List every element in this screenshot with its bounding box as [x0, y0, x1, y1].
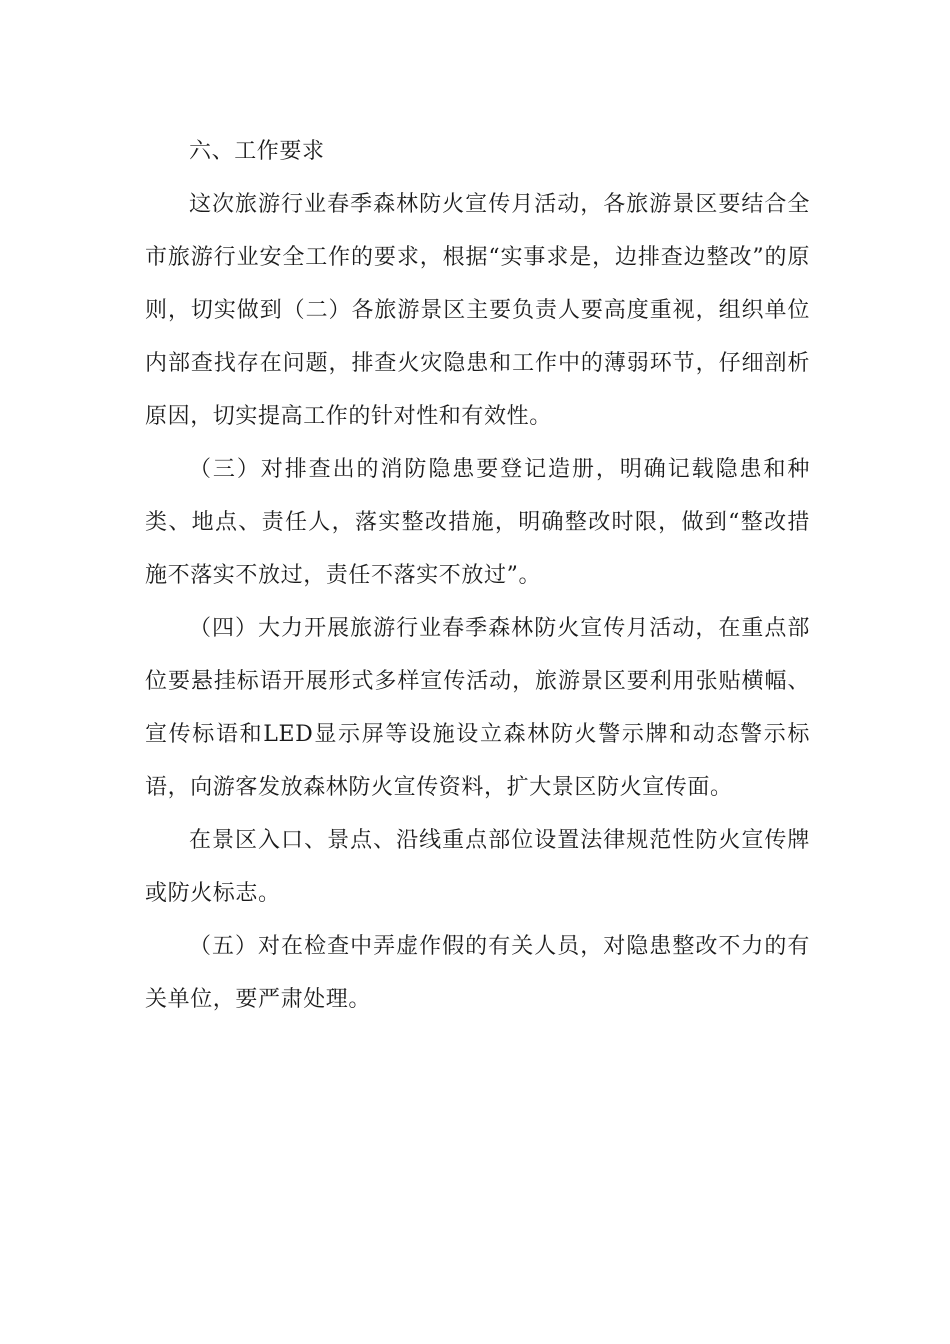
paragraph-item-3: （三）对排查出的消防隐患要登记造册，明确记载隐患和种类、地点、责任人，落实整改措施，明确整改时限，做到“整改措施不落实不放过，责任不落实不放过”。: [145, 457, 810, 588]
document-body: [145, 125, 810, 1026]
paragraph-item-5: （五）对在检查中弄虚作假的有关人员，对隐患整改不力的有关单位，要严肃处理。: [145, 934, 810, 1012]
section-heading: 六、工作要求: [189, 139, 325, 164]
paragraph-item-4: （四）大力开展旅游行业春季森林防火宣传月活动，在重点部位要悬挂标语开展形式多样宣传活动，旅游景区要利用张贴横幅、宣传标语和LED显示屏等设施设立森林防火警示牌和动态警示标语，向游客发放森林防火宣传资料，扩大景区防火宣传面。: [145, 616, 810, 800]
paragraph-signage: 在景区入口、景点、沿线重点部位设置法律规范性防火宣传牌或防火标志。: [145, 828, 810, 906]
paragraph-intro: 这次旅游行业春季森林防火宣传月活动，各旅游景区要结合全市旅游行业安全工作的要求，根据“实事求是，边排查边整改”的原则，切实做到（二）各旅游景区主要负责人要高度重视，组织单位内部查找存在问题，排查火灾隐患和工作中的薄弱环节，仔细剖析原因，切实提高工作的针对性和有效性。: [145, 192, 810, 429]
